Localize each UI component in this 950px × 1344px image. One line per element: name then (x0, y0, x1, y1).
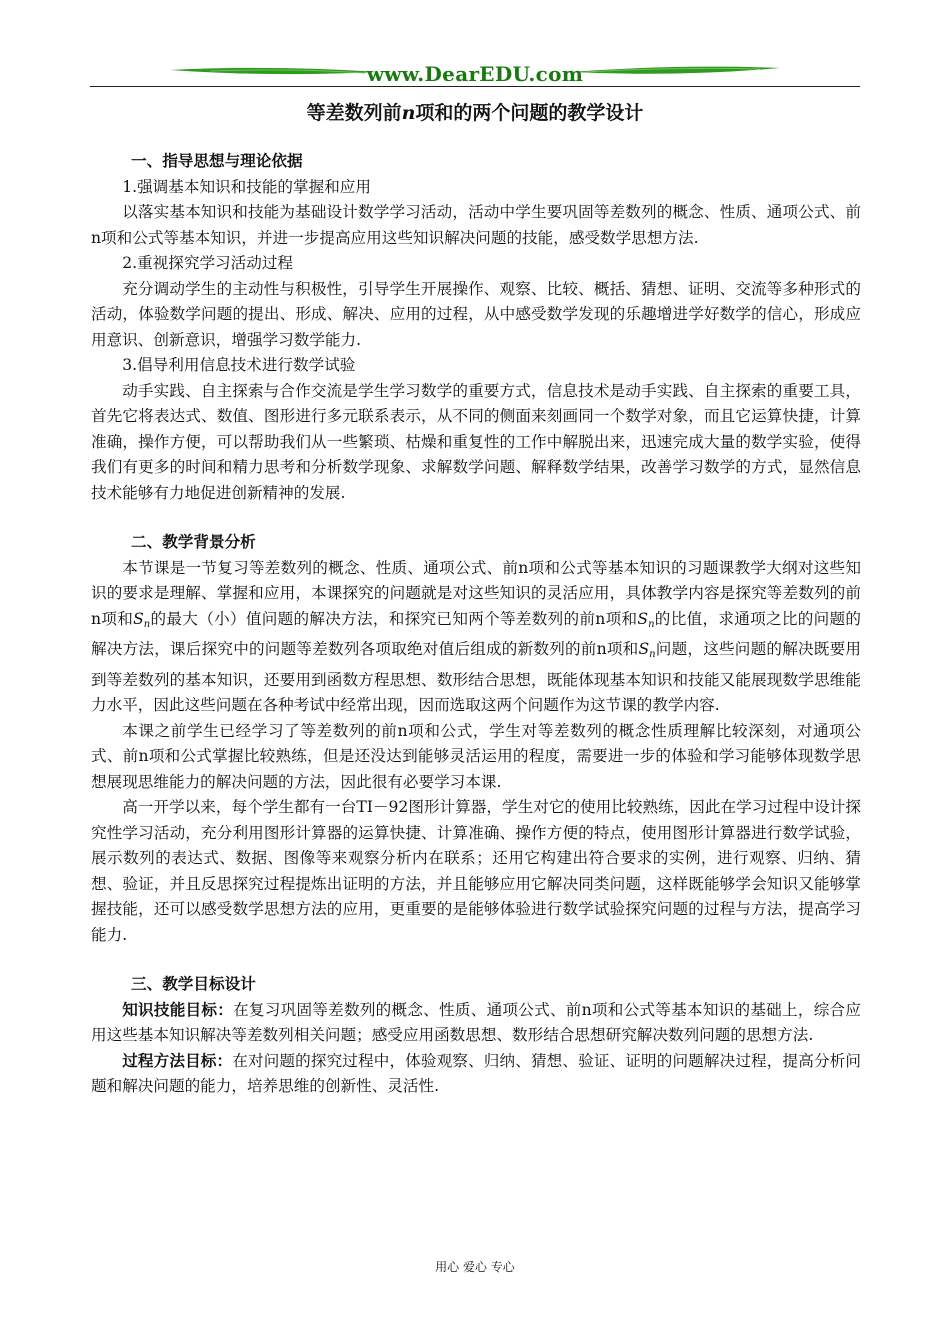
goal-knowledge (91, 998, 861, 1049)
section-heading-1: 一、指导思想与理论依据 (131, 152, 303, 170)
paragraph-1-3: 动手实践、自主探索与合作交流是学生学习数学的重要方式，信息技术是动手实践、自主探索的重要工具，首先它将表达式、数值、图形进行多元联系表示，从不同的侧面来刻画同一个数学对象，而且它运算快捷，计算准确，操作方便，可以帮助我们从一些繁琐、枯燥和重复性的工作中解脱出来，迅速完成大量的数学实验，使得我们有更多的时间和精力思考和分析数学现象、求解数学问题、解释数学结果，改善学习数学的方式，显然信息技术能够有力地促进创新精神的发展. (91, 381, 861, 502)
title-variable: n (401, 102, 416, 124)
site-banner (150, 56, 800, 96)
goal-process-label: 过程方法目标： (122, 1051, 233, 1070)
title-prefix: 等差数列前 (306, 102, 402, 124)
site-url: www.DearEDU.com (366, 62, 584, 86)
symbol-subscript-n: n (143, 618, 151, 630)
goal-process (91, 1049, 861, 1100)
paragraph-2-1-part-c: 的比值，求通项之比的问题的解决方法，课后探究中的问题等差数列各项取绝对值后组成的新数列的前n项和 (91, 609, 861, 658)
paragraph-2-3: 高一开学以来，每个学生都有一台TI－92图形计算器，学生对它的使用比较熟练，因此在学习过程中设计探究性学习活动，充分利用图形计算器的运算快捷、计算准确、操作方便的特点，使用图形计算器进行数学试验，展示数列的表达式、数据、图像等来观察分析内在联系；还用它构建出符合要求的实例，进行观察、归纳、猜想、验证，并且反思探究过程提炼出证明的方法，并且能够应用它解决同类问题，这样既能够学会知识又能够掌握技能，还可以感受数学思想方法的应用，更重要的是能够体验进行数学试验探究问题的过程与方法，提高学习能力. (91, 798, 861, 944)
section-heading-2: 二、教学背景分析 (131, 533, 256, 551)
document-title (90, 98, 860, 125)
paragraph-2-1-part-b: 的最大（小）值问题的解决方法，和探究已知两个等差数列的前n项和 (150, 609, 638, 628)
symbol-s: S (133, 609, 144, 628)
goal-process-text: 在对问题的探究过程中，体验观察、归纳、猜想、验证、证明的问题解决过程，提高分析问题和解决问题的能力，培养思维的创新性、灵活性. (91, 1051, 861, 1095)
document-body (91, 149, 861, 1100)
section-heading-3: 三、教学目标设计 (131, 975, 256, 993)
paragraph-2-1 (91, 556, 861, 719)
header-rule (90, 86, 860, 87)
symbol-s: S (638, 640, 650, 658)
title-suffix: 项和的两个问题的教学设计 (415, 102, 644, 124)
goal-knowledge-text: 在复习巩固等差数列的概念、性质、通项公式、前n项和公式等基本知识的基础上，综合应用这些基本知识解决等差数列相关问题；感受应用函数思想、数形结合思想研究解决数列问题的思想方法. (91, 1000, 861, 1044)
symbol-subscript-n: n (649, 649, 656, 660)
subheading-1: 1.强调基本知识和技能的掌握和应用 (122, 177, 371, 196)
paragraph-1-2: 充分调动学生的主动性与积极性，引导学生开展操作、观察、比较、概括、猜想、证明、交流等多种形式的活动，体验数学问题的提出、形成、解决、应用的过程，从中感受数学发现的乐趣增进学好数学的信心，形成应用意识、创新意识，增强学习数学能力. (91, 279, 861, 349)
paragraph-2-1-part-d: 问题，这些问题的解决既要用到等差数列的基本知识，还要用到函数方程思想、数形结合思想，既能体现基本知识和技能又能展现数学思维能力水平，因此这些问题在各种考试中经常出现，因而选取这两个问题作为这节课的教学内容. (91, 640, 861, 714)
subheading-2: 2.重视探究学习活动过程 (122, 254, 294, 272)
goal-knowledge-label: 知识技能目标： (122, 1000, 234, 1019)
symbol-s: S (637, 609, 649, 628)
paragraph-2-2: 本课之前学生已经学习了等差数列的前n项和公式，学生对等差数列的概念性质理解比较深刻，对通项公式、前n项和公式掌握比较熟练，但是还没达到能够灵活运用的程度，需要进一步的体验和学习能够体现数学思想展现思维能力的解决问题的方法，因此很有必要学习本课. (91, 721, 861, 791)
paragraph-2-1-part-a: 本节课是一节复习等差数列的概念、性质、通项公式、前n项和公式等基本知识的习题课教学大纲对这些知识的要求是理解、掌握和应用，本课探究的问题就是对这些知识的灵活应用，具体教学内容是探究等差数列的前n项和 (91, 558, 861, 628)
symbol-subscript-n: n (648, 618, 655, 630)
subheading-3: 3.倡导利用信息技术进行数学试验 (122, 356, 356, 374)
paragraph-1-1: 以落实基本知识和技能为基础设计数学学习活动，活动中学生要巩固等差数列的概念、性质、通项公式、前n项和公式等基本知识，并进一步提高应用这些知识解决问题的技能，感受数学思想方法. (91, 203, 861, 247)
page-footer: 用心 爱心 专心 (435, 1260, 515, 1274)
